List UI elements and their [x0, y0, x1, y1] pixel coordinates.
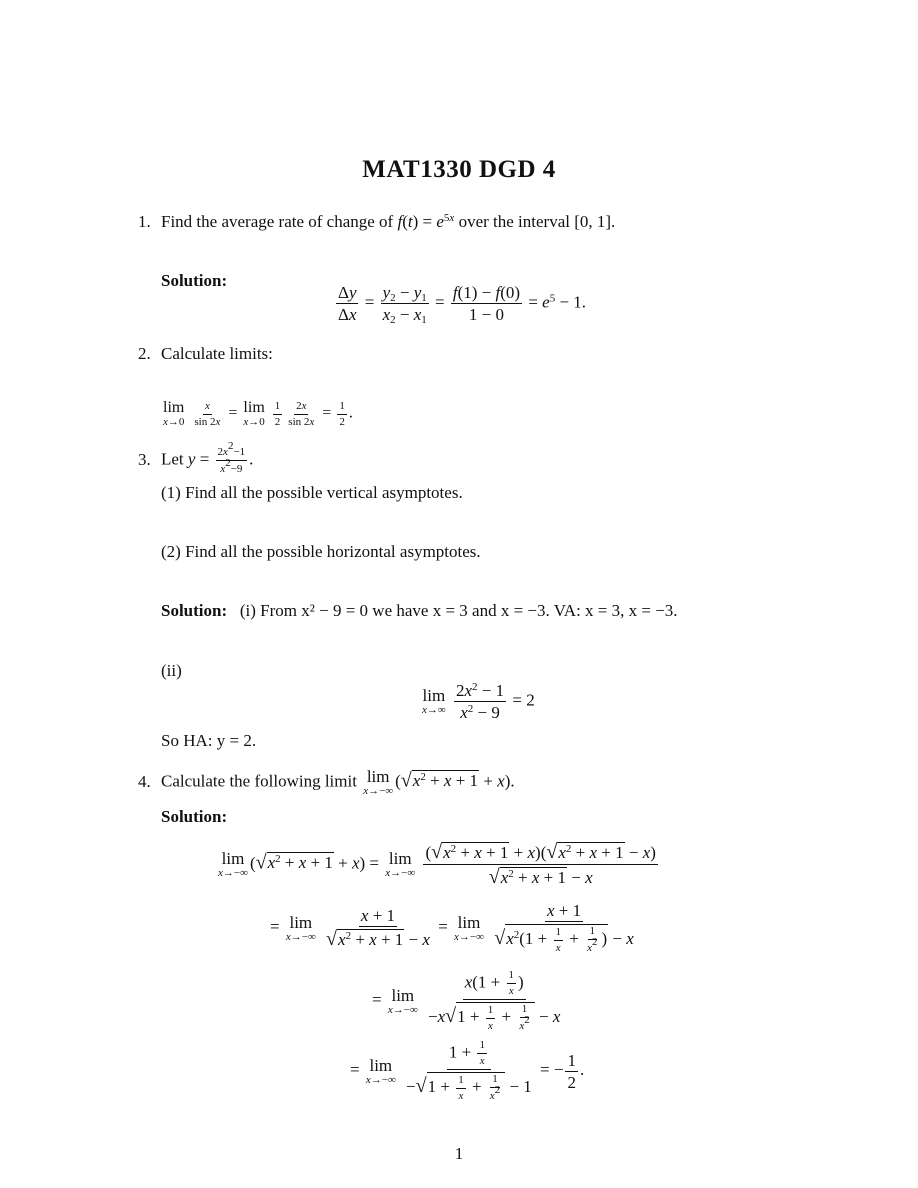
q4-solution-label: Solution:: [161, 807, 228, 826]
q3-statement: Let y = $\frac{2x^2-1}{x^2-9}$ .: [161, 440, 254, 475]
q3-let: Let: [161, 449, 184, 469]
q2-number: 2.: [138, 344, 151, 363]
q4-step4: = lim x→−∞ 1 + $\frac{1}{x}$ −√1 + $\frac{1}{x}$ + $\frac{1}{x^2}$ − 1 = − $\frac{1}{2}$ .: [350, 1039, 585, 1102]
q1-function: $f(t) = e^{5x}$: [397, 212, 455, 231]
q3-solution-i: [161, 602, 678, 619]
q1-solution-label: Solution:: [161, 271, 228, 290]
q1-number: 1.: [138, 212, 151, 231]
q3-ha-limit: lim x→∞ $\frac{2x^2 - 1}{x^2 - 9}$ = 2: [422, 681, 535, 722]
q4-statement: Calculate the following limit lim x→−∞ $(√x^2 + x + 1 + x)$.: [161, 767, 515, 797]
q2-text: Calculate limits:: [161, 344, 273, 363]
q3-solution-label: Solution:: [161, 601, 228, 620]
q3-conclusion: So HA: y = 2.: [161, 731, 257, 750]
q3-solution-i-text: (i) From x² − 9 = 0 we have x = 3 and x = −3. VA: x = 3, x = −3.: [239, 601, 678, 620]
q3-solution-ii-label: (ii): [161, 661, 182, 680]
q3-part1: (1) Find all the possible vertical asymptotes.: [161, 483, 463, 502]
q4-number: 4.: [138, 772, 151, 791]
q3-part2: (2) Find all the possible horizontal asymptotes.: [161, 542, 481, 561]
q4-text: Calculate the following limit: [161, 771, 357, 791]
q1-solution-equation: $\frac{\Delta y}{\Delta x}$ = $\frac{y_2 - y_1}{x_2 - x_1}$ = $\frac{f(1) - f(0)}{1 - 0}$ = $e^5 - 1$.: [338, 283, 587, 326]
q1-text-before: Find the average rate of change of: [161, 212, 394, 231]
q4-step3: = lim x→−∞ x(1 + $\frac{1}{x}$ ) −x√1 + $\frac{1}{x}$ + $\frac{1}{x^2}$ − x: [372, 969, 561, 1032]
q1-text-after: over the interval [0, 1].: [458, 212, 616, 231]
q3-number: 3.: [138, 450, 151, 469]
page-number: 1: [454, 1144, 464, 1163]
q4-step2: = lim x→−∞ $\frac{x + 1}{√x^2 + x + 1 - x}$ = lim x→−∞ x + 1 $√x^2(1$ + $\frac{1}{x}$ + $\frac{1}{x^2}$ ) − x: [270, 901, 634, 954]
q2-limit-equation: lim x→0 $\frac{x}{\sin 2x}$ = lim x→0 $\frac{1}{2}$ $\frac{2x}{\sin 2x}$ = $\frac{1}{2}$ .: [163, 399, 353, 428]
page-title: MAT1330 DGD 4: [362, 156, 556, 183]
q1-text: [161, 213, 615, 230]
q4-step1: lim x→−∞ $(√x^2 + x + 1 + x)$ = lim x→−∞ $\frac{(√x^2 + x + 1 + x)(√x^2 + x + 1 - x)}{√x^2 + x + 1 - x}$: [218, 841, 656, 888]
